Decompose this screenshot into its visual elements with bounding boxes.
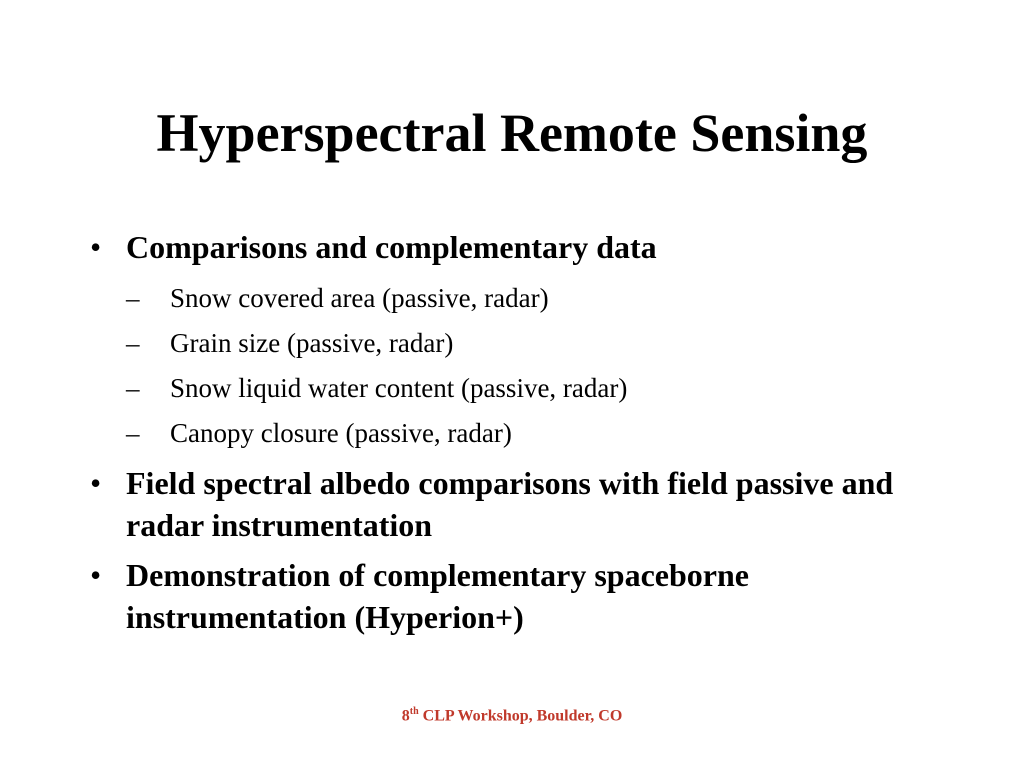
bullet-marker: • (90, 557, 102, 593)
bullet-text: Demonstration of complementary spaceborne instrumentation (Hyperion+) (126, 557, 749, 635)
sub-bullet-text: Grain size (passive, radar) (170, 328, 454, 358)
bullet-marker: • (90, 465, 102, 501)
bullet-list (84, 226, 964, 646)
footer-text: CLP Workshop, Boulder, CO (418, 707, 623, 725)
sub-bullet-item (126, 321, 964, 366)
slide-title: Hyperspectral Remote Sensing (156, 103, 868, 163)
sub-bullet-text: Canopy closure (passive, radar) (170, 418, 512, 448)
sub-bullet-text: Snow liquid water content (passive, radar) (170, 373, 628, 403)
sub-bullet-item (126, 411, 964, 456)
footer-superscript: th (409, 706, 419, 717)
bullet-item (84, 226, 964, 268)
bullet-marker: • (90, 229, 102, 265)
bullet-item (84, 462, 964, 546)
bullet-text: Field spectral albedo comparisons with field passive and radar instrumentation (126, 465, 894, 543)
sub-bullet-marker: – (126, 373, 140, 403)
bullet-text: Comparisons and complementary data (126, 229, 657, 265)
sub-bullet-text: Snow covered area (passive, radar) (170, 283, 549, 313)
bullet-item (84, 554, 964, 638)
sub-bullet-item (126, 366, 964, 411)
sub-bullet-marker: – (126, 328, 140, 358)
slide-footer (0, 706, 1024, 725)
sub-bullet-marker: – (126, 418, 140, 448)
sub-bullet-item (126, 276, 964, 321)
sub-bullet-list (126, 276, 964, 456)
sub-bullet-marker: – (126, 283, 140, 313)
footer-number: 8 (401, 707, 410, 725)
